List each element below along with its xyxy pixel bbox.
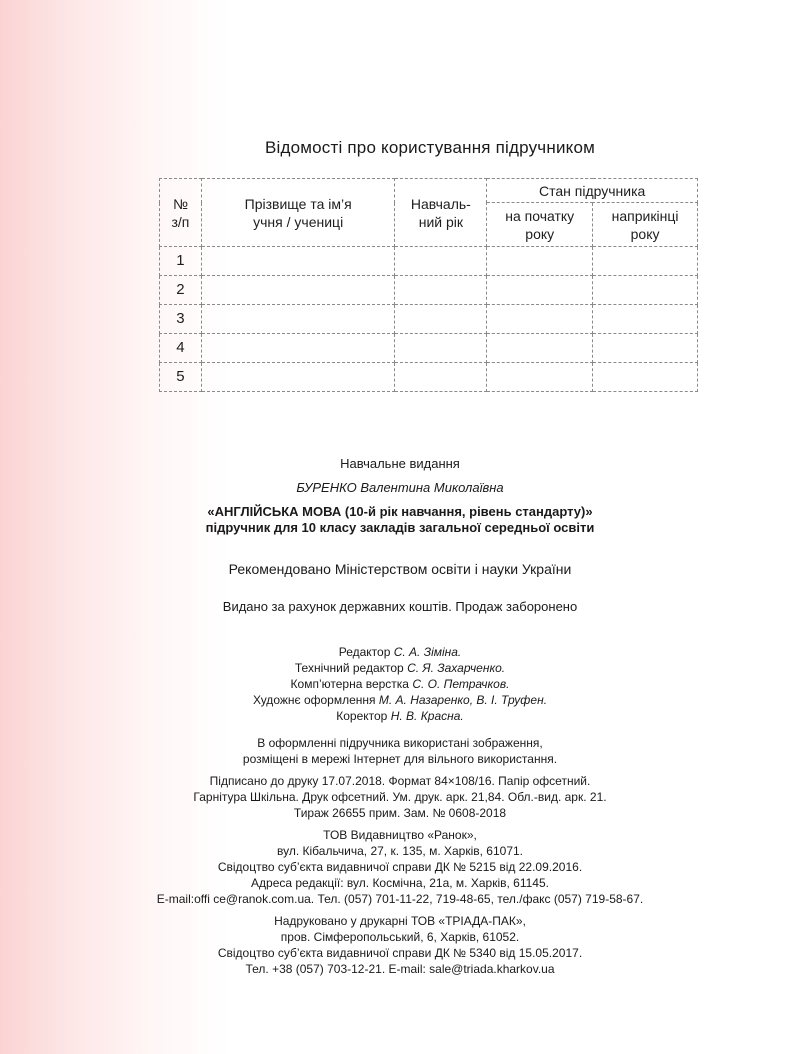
- staff-credits: [0, 644, 800, 724]
- table-row: [160, 363, 698, 392]
- cell-state-start[interactable]: [487, 334, 593, 363]
- cell-school-year[interactable]: [395, 363, 487, 392]
- staff-tech-editor: Технічний редактор С. Я. Захарченко.: [294, 661, 506, 675]
- staff-layout: Комп’ютерна верстка С. О. Петрачков.: [290, 677, 510, 691]
- book-title: «АНГЛІЙСЬКА МОВА (10-й рік навчання, рівень стандарту)»: [207, 504, 593, 519]
- staff-proofreader: Коректор Н. В. Красна.: [336, 709, 464, 723]
- cell-school-year[interactable]: [395, 247, 487, 276]
- cell-state-start[interactable]: [487, 247, 593, 276]
- cell-state-end[interactable]: [593, 247, 698, 276]
- staff-design: Художнє оформлення М. А. Назаренко, В. І. Труфен.: [252, 693, 548, 707]
- publisher-info: ТОВ Видавництво «Ранок», вул. Кібальчича, 27, к. 135, м. Харків, 61071. Свідоцтво суб’єкта видавничої справи ДК № 5215 від 22.09.2016. Адреса редакції: вул. Космічна, 21а, м. Харків, 61145. E-mail:offi ce@ranok.com.ua. Тел. (057) 701-11-22, 719-48-65, тел./факс (057) 719-58-67.: [156, 828, 644, 906]
- printer-info: Надруковано у друкарні ТОВ «ТРІАДА-ПАК», пров. Сімферопольський, 6, Харків, 61052. Свідоцтво суб’єкта видавничої справи ДК № 5340 від 15.05.2017. Тел. +38 (057) 703-12-21. E-mail: sale@triada.kharkov.ua: [217, 914, 583, 976]
- cell-school-year[interactable]: [395, 334, 487, 363]
- header-state-start: на початку року: [487, 203, 593, 247]
- header-number: № з/п: [160, 179, 202, 247]
- edition-type: Навчальне видання: [340, 456, 460, 471]
- cell-student-name[interactable]: [201, 363, 395, 392]
- row-number: 4: [160, 334, 202, 363]
- row-number: 1: [160, 247, 202, 276]
- page-title: Відомості про користування підручником: [264, 138, 596, 157]
- table-row: [160, 305, 698, 334]
- textbook-usage-table: [159, 178, 698, 392]
- cell-student-name[interactable]: [201, 247, 395, 276]
- cell-school-year[interactable]: [395, 305, 487, 334]
- cell-state-end[interactable]: [593, 276, 698, 305]
- cell-student-name[interactable]: [201, 334, 395, 363]
- cell-student-name[interactable]: [201, 305, 395, 334]
- table-row: [160, 334, 698, 363]
- cell-school-year[interactable]: [395, 276, 487, 305]
- row-number: 2: [160, 276, 202, 305]
- print-details: Підписано до друку 17.07.2018. Формат 84×108/16. Папір офсетний. Гарнітура Шкільна. Друк офсетний. Ум. друк. арк. 21,84. Обл.-вид. арк. 21. Тираж 26655 прим. Зам. № 0608-2018: [193, 774, 607, 820]
- table-row: [160, 276, 698, 305]
- cell-state-start[interactable]: [487, 305, 593, 334]
- row-number: 5: [160, 363, 202, 392]
- header-state-end: наприкінці року: [593, 203, 698, 247]
- book-title-block: [0, 504, 800, 536]
- row-number: 3: [160, 305, 202, 334]
- cell-state-end[interactable]: [593, 363, 698, 392]
- cell-state-end[interactable]: [593, 305, 698, 334]
- table-row: [160, 247, 698, 276]
- cell-student-name[interactable]: [201, 276, 395, 305]
- cell-state-start[interactable]: [487, 276, 593, 305]
- images-note: В оформленні підручника використані зображення, розміщені в мережі Інтернет для вільного використання.: [242, 736, 558, 766]
- header-student-name: Прізвище та ім’я учня / учениці: [201, 179, 395, 247]
- header-textbook-state: Стан підручника: [487, 179, 698, 203]
- author: БУРЕНКО Валентина Миколаївна: [296, 480, 504, 495]
- header-school-year: Навчаль- ний рік: [395, 179, 487, 247]
- cell-state-end[interactable]: [593, 334, 698, 363]
- recommended: Рекомендовано Міністерством освіти і науки України: [228, 561, 572, 577]
- staff-editor: Редактор С. А. Зіміна.: [338, 645, 462, 659]
- cell-state-start[interactable]: [487, 363, 593, 392]
- book-subtitle: підручник для 10 класу закладів загальної середньої освіти: [205, 520, 595, 535]
- state-funded-note: Видано за рахунок державних коштів. Продаж заборонено: [222, 599, 578, 614]
